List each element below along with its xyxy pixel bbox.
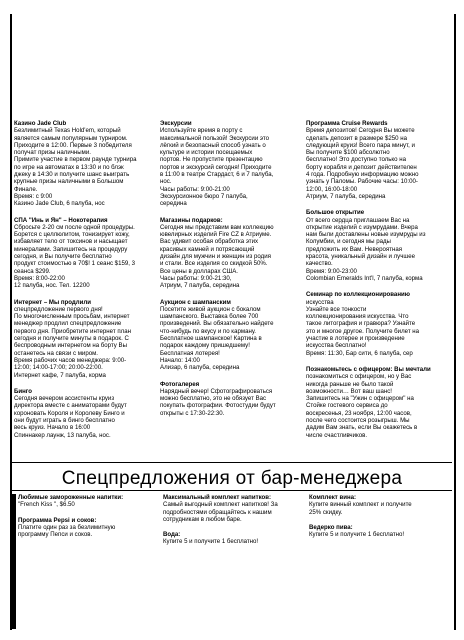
notice-text-line: подробностями обращайтесь к нашим (163, 508, 272, 516)
notice-section (160, 217, 294, 290)
notice-text-line: открыты с 17:30-22:30. (160, 409, 225, 417)
notice-text-line: портов. Не пропустите презентацию (160, 156, 263, 164)
notice-text-line: предложить их Вам. Невероятная (306, 245, 403, 253)
notice-text-line: бесплатно! Это доступно только на (306, 156, 407, 164)
notice-section (306, 120, 440, 200)
notice-text-line: продукт стоимостью в 70$! 1 сеанс $159, 3 (14, 260, 136, 268)
column-2 (160, 120, 294, 426)
notice-text-line: избавляет тело от токсинов и насыщает (14, 238, 128, 246)
notice-text-line: Финале. (14, 185, 38, 193)
notice-text-line: нам были доставлены новые изумруды из (306, 231, 426, 239)
notice-text-line: останетесь на связи с миром. (14, 349, 98, 357)
notice-text-line: шампанского. Выставка более 700 (160, 313, 259, 321)
notice-text-line: Часы работы: 9:00-21:00 (160, 185, 230, 193)
notice-heading: Казино Jade Club (14, 120, 67, 127)
notice-text-line: искусства (306, 298, 334, 306)
notice-text-line: спецпредложение первого дня! (14, 305, 103, 313)
notice-text-line: Посетите живой аукцион с бокалом (160, 305, 261, 313)
notice-text-line: можно бесплатно, это не обязует Вас (160, 395, 267, 403)
notice-text-line: Экскурсионное бюро 7 палуба, (160, 192, 248, 200)
notice-text-line: Бесплатная лотерея! (160, 349, 220, 357)
notice-heading: Магазины подарков: (160, 216, 223, 224)
notice-text-line: такое литография и гравюра? Узнайте (306, 320, 416, 328)
notice-text-line: красивых камней и потрясающий (160, 245, 255, 253)
notice-heading: Интернет – Мы продлили (14, 298, 92, 306)
notice-text-line: после чего состоится розыгрыш. Мы (306, 416, 410, 424)
notice-heading: Познакомьтесь с офицером: Вы мечтали (306, 365, 431, 373)
notice-heading: Максимальный комплект напитков: (163, 494, 272, 501)
notice-section (160, 299, 294, 372)
notice-text-line: числе счастливчиков. (306, 431, 368, 439)
notice-text-line: 12:00, 16:00-18:00 (306, 185, 358, 193)
notice-text-line: "French Kiss ", $6.50 (18, 501, 75, 509)
notice-text-line: Атриум, 7 палуба, середина (306, 192, 386, 200)
notice-text-line: борту корабля и депозит действителен (306, 163, 417, 171)
notice-section (163, 494, 303, 523)
notice-text-line: Бесплатное шампанское! Картина в (160, 335, 262, 343)
notice-text-line: менеджер продлил спецпредложение (14, 320, 122, 328)
notice-text-line: Сегодня мы представим вам коллекцию (160, 223, 274, 231)
notice-heading: СПА "Инь и Ян" – Нокотерапия (14, 216, 108, 224)
notice-section (309, 494, 449, 516)
notice-text-line: сегодня и получите минуты в подарок. С (14, 335, 129, 343)
bottom-column-2 (163, 494, 303, 554)
notice-text-line: качество. (306, 260, 333, 268)
notice-section (163, 531, 303, 546)
notice-heading: Семинар по коллекционированию (306, 291, 410, 299)
notice-section (14, 388, 148, 439)
notice-section (18, 517, 158, 539)
notice-text-line: максимальной пользой! Экскурсии это (160, 134, 270, 142)
notice-text-line: Казино Jade Club, 6 палуба, нос (14, 200, 105, 208)
notice-heading: Программа Cruise Rewards (306, 120, 388, 127)
notice-text-line: подарок каждому пришедшему! (160, 342, 250, 350)
notice-section (306, 366, 440, 439)
notice-section (14, 299, 148, 379)
notice-text-line: Colombian Emeralds Int'l, 7 палуба, корма (306, 274, 423, 282)
notice-heading: Бинго (14, 387, 32, 395)
notice-section (306, 209, 440, 282)
bottom-left-bar (12, 494, 16, 629)
notice-section (306, 291, 440, 357)
notice-text-line: Купите 5 и получите 1 бесплатно! (309, 531, 405, 539)
notice-text-line: Купите 5 и получите 1 бесплатно! (163, 538, 259, 546)
notice-text-line: Время: 8:00-22:00 (14, 274, 65, 282)
notice-section (18, 494, 158, 509)
notice-text-line: дадим Вам знать, если Вы окажетесь в (306, 424, 418, 432)
notice-text-line: короновать Короля и Королеву Бинго и (14, 409, 125, 417)
notice-text-line: Запишитесь на "Ужин с офицером" на (306, 395, 414, 403)
notice-text-line: Купите винный комплект и получите (309, 501, 412, 509)
notice-section (309, 524, 449, 539)
notice-text-line: Вас удивит особая обработка этих (160, 238, 259, 246)
notice-text-line: Используйте время в порту с (160, 127, 243, 135)
notice-text-line: беспроводным интернетом на борту Вы (14, 342, 127, 350)
notice-heading: Аукцион с шампанским (160, 298, 231, 306)
notice-text-line: Стойке гостевого сервиса до (306, 402, 388, 410)
notice-text-line: нос. (160, 178, 172, 186)
notice-text-line: красота, уникальный дизайн и лучшее (306, 253, 416, 261)
notice-text-line: по игре на автоматах в 13:30 и по блэк (14, 163, 124, 171)
notice-text-line: Примите участие в первом раунде турнира (14, 156, 137, 164)
notice-text-line: Время депозитов! Сегодня Вы можете (306, 127, 415, 135)
notice-text-line: Колумбии, и сегодня мы рады (306, 238, 391, 246)
notice-text-line: 25% скидку. (309, 508, 343, 516)
notice-text-line: коллекционирования искусства. Что (306, 313, 409, 321)
notice-text-line: воскресенья, 23 ноября, 12:00 часов, (306, 409, 412, 417)
notice-heading: Большое открытие (306, 209, 365, 217)
notice-text-line: что-нибудь по вкусу и по карману. (160, 327, 256, 335)
notice-text-line: Борется с целлюлитом, тонизирует кожу, (14, 231, 130, 239)
notice-text-line: Сбросьте 2-20 см после одной процедуры. (14, 223, 135, 231)
notice-text-line: возможности… Вот ваш шанс! (306, 387, 392, 395)
notice-text-line: дизайн для мужчин и женщин из родия (160, 253, 271, 261)
notice-text-line: Время: 9:00-23:00 (306, 267, 357, 275)
notice-text-line: крупные призы наличными в Большом (14, 178, 124, 186)
notice-section (14, 120, 148, 208)
notice-text-line: Интернет кафе, 7 палуба, корма (14, 371, 106, 379)
bottom-column-3 (309, 494, 449, 546)
notice-text-line: открытие изделий с изумрудами. Вчера (306, 223, 418, 231)
banner-divider (12, 490, 452, 491)
notice-text-line: Безлимитный Texas Hold'em, который (14, 127, 121, 135)
notice-section (14, 217, 148, 290)
notice-text-line: директора вместе с аниматорами будут (14, 402, 127, 410)
notice-heading: Фотогалерея (160, 380, 200, 388)
notice-text-line: лёгкий и безопасный способ узнать о (160, 141, 266, 149)
column-3 (306, 120, 440, 448)
notice-section (160, 381, 294, 417)
notice-text-line: По многочисленным просьбам, интернет (14, 313, 130, 321)
notice-text-line: Спиннакер лаунж, 13 палуба, нос. (14, 431, 111, 439)
notice-text-line: сделать депозит в размере $250 на (306, 134, 407, 142)
notice-text-line: весь круиз. Начало в 16:00 (14, 424, 91, 432)
notice-text-line: они будут играть в бинго бесплатно (14, 416, 115, 424)
notice-text-line: Часы работы: 9:00-21:30, (160, 274, 232, 282)
notice-text-line: следующий круиз! Всего пара минут, и (306, 141, 415, 149)
notice-text-line: программу Пепси и соков. (18, 531, 93, 539)
notice-text-line: культуре и истории посещаемых (160, 149, 253, 157)
notice-text-line: ювелирных изделий Fire CZ в Атриуме. (160, 231, 272, 239)
notice-heading: Вода: (163, 531, 181, 539)
bottom-column-1 (18, 494, 158, 546)
notice-text-line: Ализар, 6 палуба, середина (160, 364, 240, 372)
notice-text-line: сотрудникам в любом баре. (163, 515, 242, 523)
notice-text-line: середина (160, 200, 187, 208)
notice-text-line: Все цены в долларах США. (160, 267, 238, 275)
notice-text-line: портов и экскурсий сегодня! Приходите (160, 163, 272, 171)
notice-text-line: сеанса $299. (14, 267, 51, 275)
column-1 (14, 120, 148, 448)
notice-text-line: произведений. Вы обязательно найдете (160, 320, 274, 328)
notice-text-line: познакомиться с офицером, но у Вас (306, 373, 412, 381)
notice-text-line: и стали. Все изделия со скидкой 50%. (160, 260, 268, 268)
notice-text-line: Время: 11:30, Бар сити, 6 палуба, сер (306, 349, 413, 357)
notice-text-line: джеку в 14:30 и получите шанс выиграть (14, 171, 130, 179)
notice-text-line: покупать фотографии. Фотостудии будут (160, 402, 276, 410)
notice-text-line: Вы получите $100 абсолютно (306, 149, 390, 157)
notice-text-line: является самым популярным турниром. (14, 134, 128, 142)
notice-section (160, 120, 294, 208)
notice-text-line: Платите один раз за безлимитную (18, 523, 116, 531)
notice-text-line: Время: с 9:00 (14, 192, 53, 200)
notice-text-line: узнать у Паломы. Рабочие часы: 10:00- (306, 178, 418, 186)
notice-heading: Любимые замороженные напитки: (18, 494, 124, 501)
notice-text-line: 12 палуба, нос. Тел. 12200 (14, 282, 90, 290)
notice-text-line: сегодня, и Вы получите бесплатно (14, 253, 112, 261)
notice-text-line: 12:00; 14:00-17:00; 20:00-22:00. (14, 364, 103, 372)
notice-text-line: никогда раньше не было такой (306, 380, 394, 388)
notice-text-line: 4 года. Подробную информацию можно (306, 171, 419, 179)
notice-text-line: Время рабочих часов менеджера: 9:00- (14, 356, 127, 364)
notice-heading: Экскурсии (160, 120, 192, 127)
notice-text-line: Начало: 14:00 (160, 356, 200, 364)
notice-text-line: искусства бесплатно! (306, 342, 367, 350)
notice-text-line: Приходите в 12:00. Первые 3 победителя (14, 141, 132, 149)
top-divider (12, 462, 452, 463)
notice-text-line: это и многое другое. Получите билет на (306, 327, 420, 335)
notice-text-line: Сегодня вечером ассистенты круиз (14, 395, 115, 403)
notice-text-line: Нарядный вечер! Сфотографироваться (160, 387, 273, 395)
notice-heading: Программа Pepsi и соков: (18, 516, 97, 524)
notice-heading: Ведерко пива: (309, 523, 353, 531)
notice-text-line: в 11:00 в театре Стардаст, 6 и 7 палуба, (160, 171, 274, 179)
notice-text-line: Самый выгодный комплект напитков! За (163, 501, 278, 509)
notice-text-line: От всего сердца приглашаем Вас на (306, 216, 410, 224)
notice-text-line: получат призы наличными. (14, 149, 91, 157)
notice-text-line: участие в лотерее и произведение (306, 335, 405, 343)
bar-specials-banner: Спецпредложения от бар-менеджера (61, 468, 403, 489)
notice-text-line: минералами. Запишитесь на процедуру (14, 245, 128, 253)
notice-heading: Комплект вина: (309, 494, 357, 501)
notice-text-line: первого дня. Приобретите интернет план (14, 327, 131, 335)
notice-text-line: Атриум, 7 палуба, середина (160, 282, 240, 290)
notice-text-line: Узнайте все тонкости (306, 305, 367, 313)
